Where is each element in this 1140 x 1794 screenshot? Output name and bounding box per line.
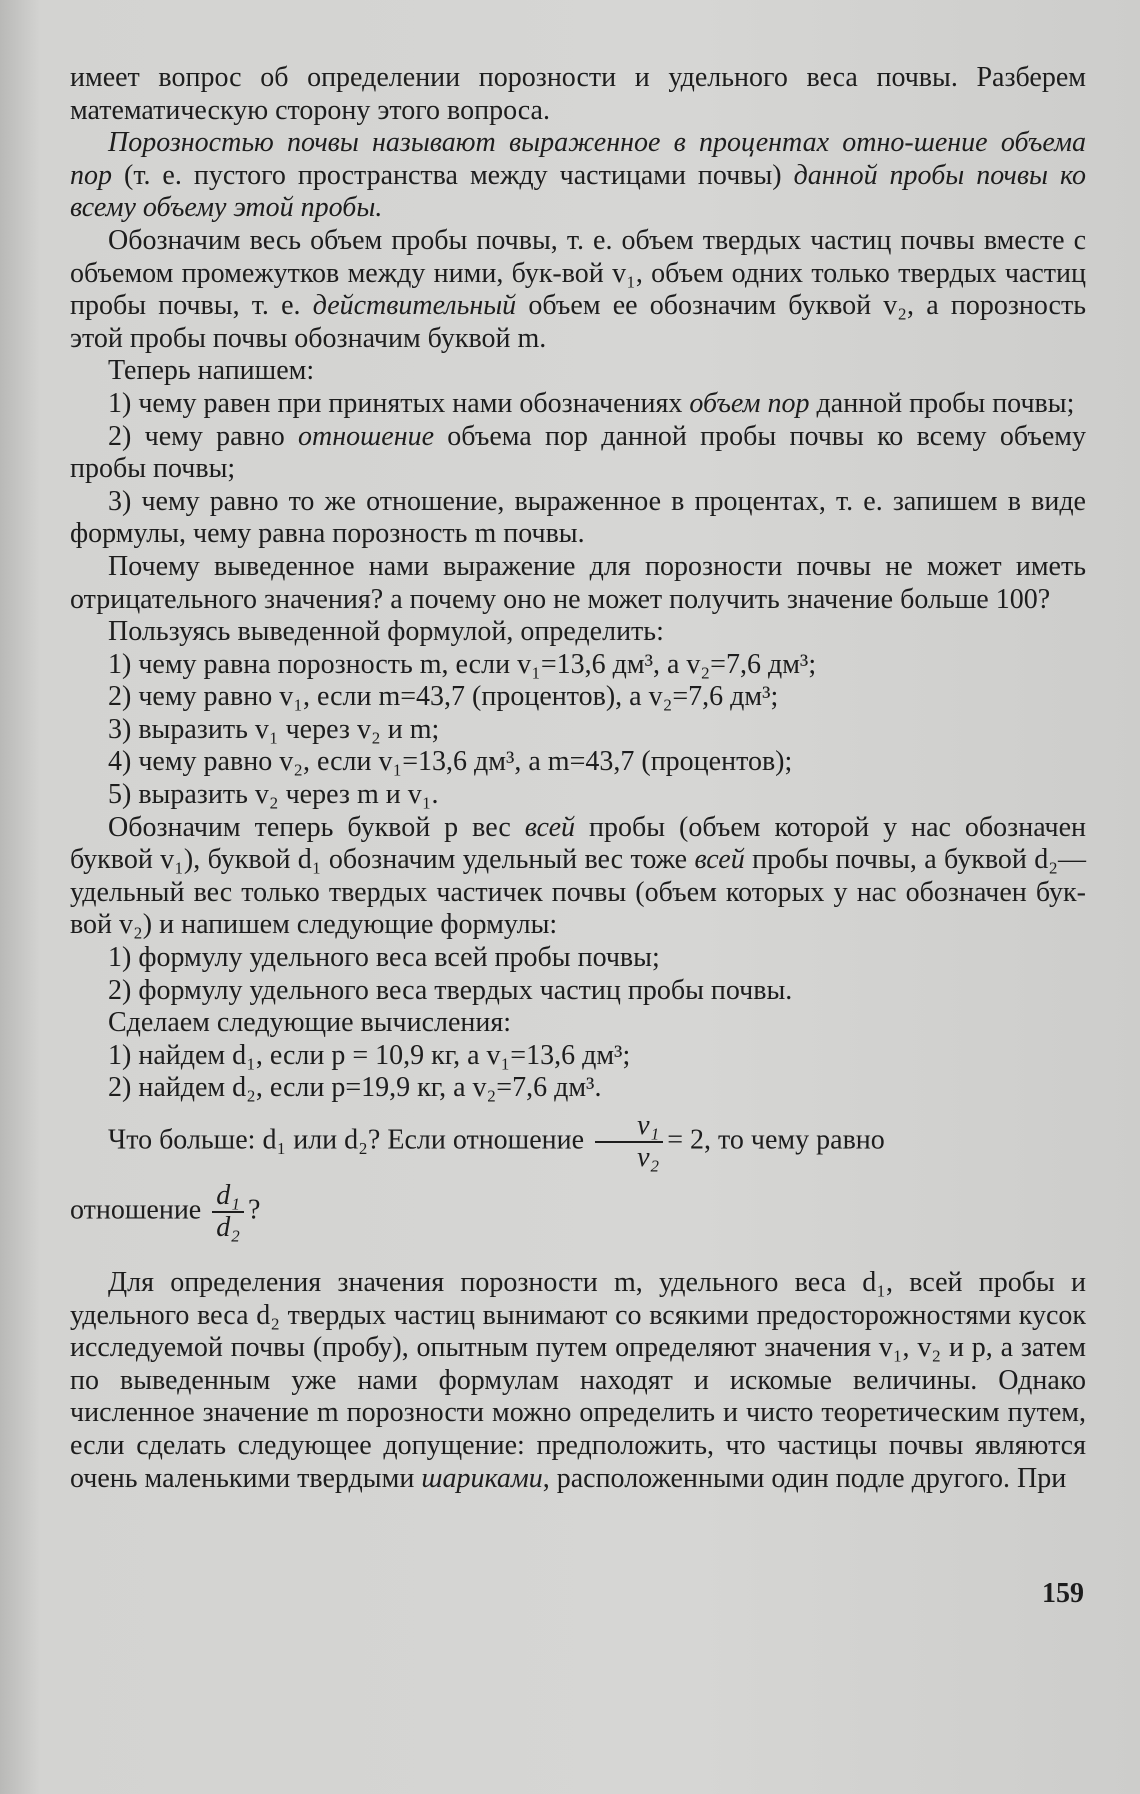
italic-word: шариками bbox=[421, 1462, 543, 1494]
list-item bbox=[70, 779, 1086, 812]
definition-italic: данной пробы почвы ко всему объему этой пробы. bbox=[70, 159, 1086, 224]
list-item bbox=[70, 681, 1086, 714]
italic-word: всей bbox=[524, 811, 576, 843]
text: данной пробы почвы; bbox=[809, 387, 1075, 419]
text: = 2, то чему равно bbox=[667, 1124, 885, 1156]
item-number: 4) bbox=[108, 746, 132, 778]
paragraph: Теперь напишем: bbox=[108, 355, 315, 387]
definition-paragraph bbox=[70, 127, 1086, 225]
list-item bbox=[70, 746, 1086, 779]
item-number: 1) bbox=[108, 648, 132, 680]
item-number: 3) bbox=[108, 713, 132, 745]
text: Обозначим теперь буквой p вес bbox=[108, 811, 525, 843]
item-number: 2) bbox=[108, 420, 132, 452]
list-item bbox=[70, 649, 1086, 682]
text: чему равно v₂, если v₁=13,6 дм³, а m=43,7 (процентов); bbox=[138, 746, 793, 778]
paragraph bbox=[70, 62, 1086, 127]
text: чему равна порозность m, если v₁=13,6 дм³, а v₂=7,6 дм³; bbox=[138, 648, 817, 680]
list-item bbox=[70, 714, 1086, 747]
fraction-d1-d2 bbox=[212, 1181, 244, 1243]
item-number: 2) bbox=[108, 681, 132, 713]
fraction-numerator: d₁ bbox=[212, 1181, 244, 1213]
list-item bbox=[70, 1040, 1086, 1073]
text: объем ее обозначим буквой v₂, а порозность этой пробы почвы обозначим буквой m. bbox=[70, 290, 1086, 354]
text: найдем d₂, если p=19,9 кг, а v₂=7,6 дм³. bbox=[138, 1072, 602, 1104]
item-number: 3) bbox=[108, 485, 132, 517]
spacer bbox=[70, 1243, 1086, 1267]
text: Обозначим весь объем пробы почвы, т. е. объем твердых частиц почвы вместе с объемом промежутков между ними, бук-вой v₁, объем одних только твердых частиц пробы почвы, т. е. bbox=[70, 224, 1086, 322]
italic-word: всей bbox=[694, 844, 745, 876]
text: пробы (объем которой у нас обозначен буквой v₁), буквой d₁ обозначим удельный вес тоже bbox=[70, 811, 1086, 876]
text: выразить v₂ через m и v₁. bbox=[138, 779, 439, 811]
text: ? bbox=[247, 1194, 261, 1226]
paragraph: Сделаем следующие вычисления: bbox=[108, 1007, 512, 1039]
text: чему равен при принятых нами обозначениях bbox=[138, 387, 690, 419]
paragraph bbox=[70, 225, 1086, 355]
item-number: 1) bbox=[108, 942, 132, 974]
list-item bbox=[70, 1072, 1086, 1105]
page-number: 159 bbox=[1042, 1578, 1084, 1609]
text-line: имеет вопрос об определении порозности и удельного веса почвы. bbox=[70, 62, 958, 93]
ratio-question bbox=[70, 1111, 1086, 1173]
text: Для определения значения порозности m, удельного веса d₁, всей пробы и удельного веса d₂ твердых частиц вынимают со всякими предосторожностями кусок исследуемой почвы (пробу), опытным путем определяют значения v₁, v₂ и p, а затем по выведенным уже нами формулам находят и искомые величины. Однако численное значение m порозности можно определить и чисто теоретическим путем, если сделать следующее допущение: предположить, что частицы почвы являются очень маленькими твердыми bbox=[70, 1267, 1087, 1494]
paragraph: Почему выведенное нами выражение для порозности почвы не может иметь отрицательного значения? а почему оно не может получить значение больше 100? bbox=[70, 550, 1086, 615]
item-number: 1) bbox=[108, 1039, 132, 1071]
item-number: 2) bbox=[108, 1072, 132, 1104]
fraction-numerator: v₁ bbox=[595, 1111, 663, 1143]
text: формулу удельного веса твердых частиц пробы почвы. bbox=[138, 974, 793, 1006]
text: пробы почвы, а буквой d₂—удельный вес только твердых частичек почвы (объем которых у нас обозначен бук-вой v₂) и напишем следующие формулы: bbox=[70, 844, 1086, 941]
text: формулу удельного веса всей пробы почвы; bbox=[138, 942, 660, 974]
item-number: 1) bbox=[108, 387, 132, 419]
list-item bbox=[70, 388, 1086, 421]
fraction-denominator: v₂ bbox=[637, 1142, 660, 1173]
text: найдем d₁, если p = 10,9 кг, а v₁=13,6 дм³; bbox=[138, 1039, 631, 1071]
list-item bbox=[70, 486, 1086, 551]
item-number: 5) bbox=[108, 779, 132, 811]
text: Что больше: d₁ или d₂? Если отношение bbox=[108, 1124, 585, 1156]
list-item bbox=[70, 975, 1086, 1008]
paragraph bbox=[70, 1267, 1086, 1495]
paragraph bbox=[70, 812, 1086, 942]
definition-text: (т. е. пустого пространства между частицами почвы) bbox=[112, 159, 794, 191]
fraction-v1-v2 bbox=[595, 1111, 663, 1173]
text: чему равно bbox=[144, 420, 299, 452]
italic-word: объем пор bbox=[689, 387, 810, 419]
fraction-denominator: d₂ bbox=[216, 1212, 240, 1243]
text: , расположенными один подле другого. При bbox=[542, 1462, 1067, 1494]
text: объема пор данной пробы почвы ко всему объему пробы почвы; bbox=[70, 420, 1086, 485]
italic-word: отношение bbox=[298, 420, 435, 452]
list-item bbox=[70, 942, 1086, 975]
text-line: Разберем математическую сторону этого вопроса. bbox=[70, 62, 1086, 126]
text: чему равно v₁, если m=43,7 (процентов), а v₂=7,6 дм³; bbox=[138, 681, 779, 713]
list-item bbox=[70, 421, 1086, 486]
text: выразить v₁ через v₂ и m; bbox=[138, 713, 440, 745]
text: чему равно то же отношение, выраженное в процентах, т. е. запишем в виде формулы, чему равна порозность m почвы. bbox=[70, 485, 1086, 550]
definition-italic: Порозностью почвы называют выраженное в процентах отно-шение объема пор bbox=[70, 127, 1086, 191]
ratio-question-cont bbox=[70, 1181, 1086, 1243]
item-number: 2) bbox=[108, 974, 132, 1006]
text: отношение bbox=[70, 1194, 202, 1226]
paragraph: Пользуясь выведенной формулой, определить: bbox=[108, 616, 664, 648]
italic-word: действительный bbox=[312, 290, 517, 322]
